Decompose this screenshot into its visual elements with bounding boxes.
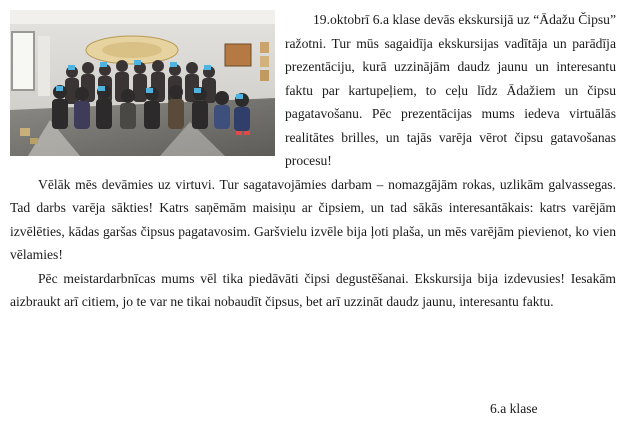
article-body: [10, 8, 616, 314]
paragraph-3: Pēc meistardarbnīcas mums vēl tika piedāvāti čipsi degustēšanai. Ekskursija bija izdevusies! Iesakām aizbraukt arī citiem, jo te var ne tikai nobaudīt čipsus, bet arī uzzināt daudz jaunu, interesantu faktu.: [10, 270, 616, 309]
paragraph-1: 19.oktobrī 6.a klase devās ekskursijā uz “Ādažu Čipsu” ražotni. Tur mūs sagaidīja ekskursijas vadītāja un parādīja prezentāciju, kurā uzzinājām daudz jaunu un interesantu faktu par kartupeļiem, to ceļu līdz Ādažiem un čipsu pagatavošanu. Pēc prezentācijas mums iedeva virtuālās realitātes brilles, un tajās varēja vērot čipsu gatavošanas procesu!: [285, 12, 616, 168]
photo-spacer: [10, 8, 285, 166]
signature: 6.a klase: [490, 401, 538, 416]
paragraph-2: Vēlāk mēs devāmies uz virtuvi. Tur sagatavojāmies darbam – nomazgājām rokas, uzlikām galvassegas. Tad darbs varēja sākties! Katrs saņēmām maisiņu ar čipsiem, un tad sākās interesantākais: katrs varējām izvēlēties, kādas garšas čipsus pagatavosim. Garšvielu izvēle bija ļoti plaša, un mēs varējām pievienot, ko vien vēlamies!: [10, 176, 616, 262]
